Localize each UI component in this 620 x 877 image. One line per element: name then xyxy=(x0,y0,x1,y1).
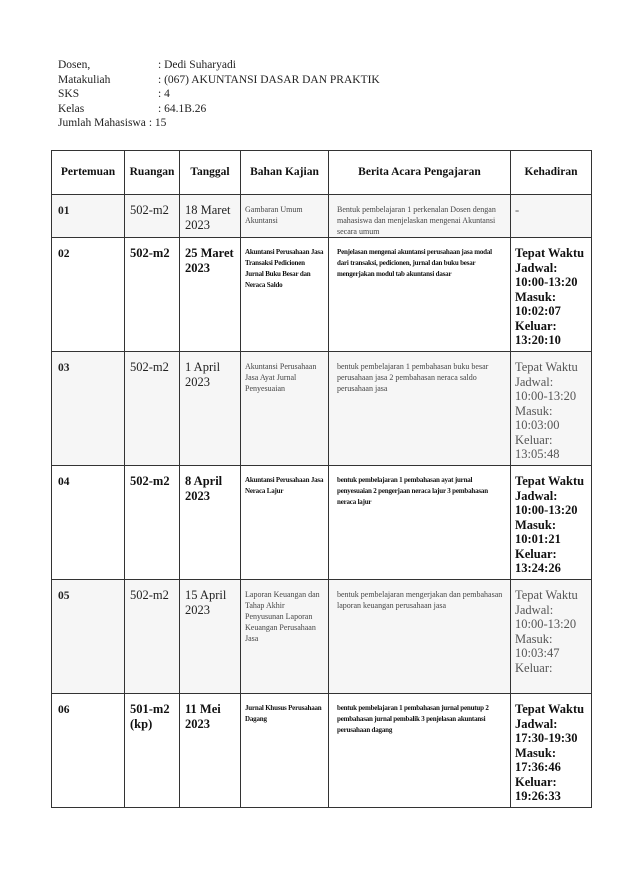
kehadiran-line: 10:00-13:20 xyxy=(515,275,578,289)
table-row xyxy=(52,352,592,466)
kehadiran-line: Tepat Waktu xyxy=(515,360,578,374)
cell-ruangan: 502-m2 xyxy=(125,238,180,352)
kehadiran-line: 19:26:33 xyxy=(515,789,561,803)
col-header-berita-acara: Berita Acara Pengajaran xyxy=(329,151,511,195)
info-value: : 64.1B.26 xyxy=(158,102,207,115)
col-header-pertemuan: Pertemuan xyxy=(52,151,125,195)
cell-berita-acara: bentuk pembelajaran 1 pembahasan ayat jurnal penyesuaian 2 pengerjaan neraca lajur 3 pembahasan neraca lajur xyxy=(329,466,511,580)
info-value: : Dedi Suharyadi xyxy=(158,59,236,71)
info-value: : 15 xyxy=(148,117,167,130)
cell-bahan-kajian: Gambaran Umum Akuntansi xyxy=(241,195,329,238)
cell-tanggal: 8 April 2023 xyxy=(180,466,241,580)
cell-ruangan: 502-m2 xyxy=(125,352,180,466)
kehadiran-line: Keluar: xyxy=(515,546,557,561)
cell-tanggal: 25 Maret 2023 xyxy=(180,238,241,352)
kehadiran-line: Tepat Waktu xyxy=(515,702,585,716)
kehadiran-line: - xyxy=(515,203,520,217)
table-row xyxy=(52,580,592,694)
kehadiran-line: Keluar: xyxy=(515,432,553,447)
kehadiran-line: Keluar: xyxy=(515,318,557,333)
kehadiran-line: Masuk: xyxy=(515,289,556,304)
info-sks xyxy=(58,87,380,102)
cell-kehadiran xyxy=(511,238,592,352)
kehadiran-line: 10:00-13:20 xyxy=(515,389,577,403)
kehadiran-line: 10:03:47 xyxy=(515,646,560,660)
kehadiran-line: Masuk: xyxy=(515,631,553,646)
cell-bahan-kajian: Akuntansi Perusahaan Jasa Transaksi Pedicionen Jurnal Buku Besar dan Neraca Saldo xyxy=(241,238,329,352)
cell-kehadiran xyxy=(511,466,592,580)
cell-berita-acara: bentuk pembelajaran mengerjakan dan pembahasan laporan keuangan perusahaan jasa xyxy=(329,580,511,694)
cell-berita-acara: Bentuk pembelajaran 1 perkenalan Dosen dengan mahasiswa dan menjelaskan mengenai Akuntansi secara umum xyxy=(329,195,511,238)
kehadiran-line: Keluar: xyxy=(515,774,557,789)
kehadiran-line: Masuk: xyxy=(515,517,556,532)
cell-tanggal: 11 Mei 2023 xyxy=(180,694,241,808)
table-row xyxy=(52,694,592,808)
info-label: Kelas xyxy=(58,102,85,115)
cell-berita-acara: Penjelasan mengenai akuntansi perusahaan jasa modal dari transaksi, pedicionen, jurnal dan buku besar mengerjakan modul tab akuntansi dasar xyxy=(329,238,511,352)
kehadiran-line: Masuk: xyxy=(515,403,553,418)
cell-berita-acara: bentuk pembelajaran 1 pembahasan buku besar perusahaan jasa 2 pembahasan neraca saldo perusahaan jasa xyxy=(329,352,511,466)
table-row xyxy=(52,466,592,580)
cell-tanggal: 1 April 2023 xyxy=(180,352,241,466)
cell-bahan-kajian: Laporan Keuangan dan Tahap Akhir Penyusunan Laporan Keuangan Perusahaan Jasa xyxy=(241,580,329,694)
kehadiran-line: Jadwal: xyxy=(515,374,554,389)
kehadiran-line: 10:00-13:20 xyxy=(515,617,577,631)
cell-pertemuan: 04 xyxy=(52,466,125,580)
cell-kehadiran xyxy=(511,694,592,808)
kehadiran-line: Jadwal: xyxy=(515,716,558,731)
info-value: : 4 xyxy=(158,88,170,101)
kehadiran-line: Masuk: xyxy=(515,745,556,760)
col-header-bahan-kajian: Bahan Kajian xyxy=(241,151,329,195)
kehadiran-line: 10:00-13:20 xyxy=(515,503,578,517)
col-header-ruangan: Ruangan xyxy=(125,151,180,195)
cell-kehadiran xyxy=(511,580,592,694)
info-label: Jumlah Mahasiswa xyxy=(58,117,146,130)
kehadiran-line: Jadwal: xyxy=(515,488,558,503)
kehadiran-line: 10:02:07 xyxy=(515,304,561,318)
course-info xyxy=(58,58,380,131)
kehadiran-line: 13:24:26 xyxy=(515,561,561,575)
table-row xyxy=(52,195,592,238)
kehadiran-line: Tepat Waktu xyxy=(515,588,578,602)
attendance-table xyxy=(51,150,592,808)
cell-pertemuan: 05 xyxy=(52,580,125,694)
cell-pertemuan: 03 xyxy=(52,352,125,466)
kehadiran-line: 17:30-19:30 xyxy=(515,731,578,745)
info-label: Dosen, xyxy=(58,59,91,71)
cell-bahan-kajian: Jurnal Khusus Perusahaan Dagang xyxy=(241,694,329,808)
kehadiran-line: 13:20:10 xyxy=(515,333,561,347)
info-kelas xyxy=(58,102,380,117)
info-label: SKS xyxy=(58,88,80,101)
cell-ruangan: 501-m2 (kp) xyxy=(125,694,180,808)
cell-kehadiran xyxy=(511,195,592,238)
cell-ruangan: 502-m2 xyxy=(125,580,180,694)
kehadiran-line: Tepat Waktu xyxy=(515,474,585,488)
info-value: : (067) AKUNTANSI DASAR DAN PRAKTIK xyxy=(158,73,380,86)
kehadiran-line: Jadwal: xyxy=(515,260,558,275)
cell-kehadiran xyxy=(511,352,592,466)
col-header-tanggal: Tanggal xyxy=(180,151,241,195)
cell-pertemuan: 02 xyxy=(52,238,125,352)
table-row xyxy=(52,238,592,352)
cell-bahan-kajian: Akuntansi Perusahaan Jasa Ayat Jurnal Penyesuaian xyxy=(241,352,329,466)
kehadiran-line: Tepat Waktu xyxy=(515,246,585,260)
info-matakuliah xyxy=(58,73,380,88)
table-header-row xyxy=(52,151,592,195)
cell-tanggal: 18 Maret 2023 xyxy=(180,195,241,238)
cell-berita-acara: bentuk pembelajaran 1 pembahasan jurnal penutup 2 pembahasan jurnal pembalik 3 penjelasan akuntansi perusahaan dagang xyxy=(329,694,511,808)
cell-tanggal: 15 April 2023 xyxy=(180,580,241,694)
cell-pertemuan: 06 xyxy=(52,694,125,808)
cell-ruangan: 502-m2 xyxy=(125,466,180,580)
cell-ruangan: 502-m2 xyxy=(125,195,180,238)
kehadiran-line: 10:03:00 xyxy=(515,418,560,432)
info-dosen xyxy=(58,58,380,73)
info-label: Matakuliah xyxy=(58,73,111,86)
cell-bahan-kajian: Akuntansi Perusahaan Jasa Neraca Lajur xyxy=(241,466,329,580)
cell-pertemuan: 01 xyxy=(52,195,125,238)
info-jumlah xyxy=(58,116,380,131)
kehadiran-line: 13:05:48 xyxy=(515,447,560,461)
kehadiran-line: Jadwal: xyxy=(515,602,554,617)
col-header-kehadiran: Kehadiran xyxy=(511,151,592,195)
kehadiran-line: Keluar: xyxy=(515,660,553,675)
kehadiran-line: 10:01:21 xyxy=(515,532,561,546)
kehadiran-line: 17:36:46 xyxy=(515,760,561,774)
